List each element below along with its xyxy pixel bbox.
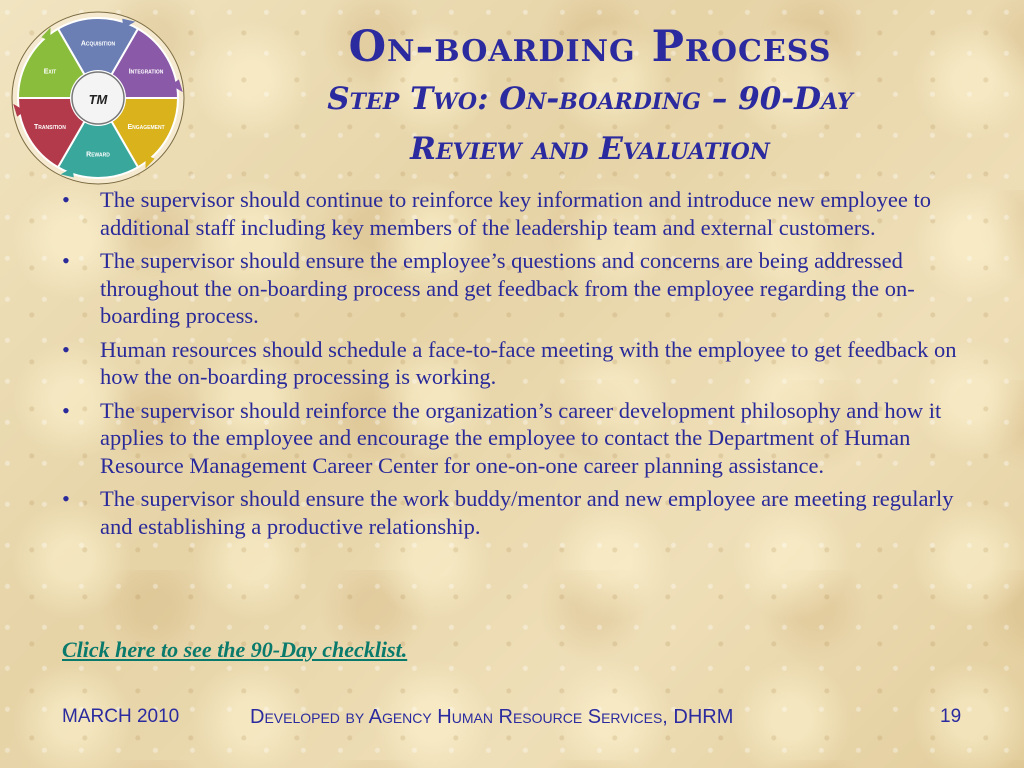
wheel-label-integration: Integration: [128, 68, 164, 76]
wheel-label-exit: Exit: [43, 68, 57, 76]
footer-date: MARCH 2010: [62, 706, 180, 727]
bullet-text: The supervisor should ensure the employee’s questions and concerns are being addressed throughout the on-boarding process and get feedback from the employee regarding the on-boarding process.: [100, 248, 915, 328]
wheel-center-label: TM: [88, 92, 108, 107]
bullet-text: The supervisor should ensure the work buddy/mentor and new employee are meeting regularly and establishing a productive relationship.: [100, 486, 954, 539]
bullet-icon: •: [62, 486, 70, 511]
wheel-label-acquisition: Acquisition: [80, 40, 116, 48]
bullet-item: [62, 485, 962, 540]
bullet-item: [62, 336, 962, 391]
subtitle-line-1: Step Two: On-boarding – 90-Day: [327, 81, 853, 117]
bullet-icon: •: [62, 248, 70, 273]
title-block: [200, 24, 980, 174]
bullet-text: Human resources should schedule a face-to-face meeting with the employee to get feedback on how the on-boarding processing is working.: [100, 336, 957, 389]
talent-management-wheel: [8, 8, 188, 188]
bullet-icon: •: [62, 336, 70, 362]
page-subtitle: [200, 74, 980, 174]
bullet-list: [62, 186, 962, 546]
bullet-icon: •: [62, 187, 70, 212]
wheel-label-engagement: Engagement: [127, 123, 165, 131]
bullet-item: [62, 397, 962, 480]
footer-credit: Developed by Agency Human Resource Services, DHRM: [250, 706, 734, 728]
page-number: 19: [940, 706, 962, 727]
subtitle-line-2: Review and Evaluation: [410, 131, 770, 167]
bullet-text: The supervisor should reinforce the organization’s career development philosophy and how it applies to the employee and encourage the employee to contact the Department of Human Resource Management Career Center for one-on-one career planning assistance.: [100, 397, 942, 478]
bullet-text: The supervisor should continue to reinforce key information and introduce new employee to additional staff including key members of the leadership team and external customers.: [100, 187, 932, 240]
wheel-label-transition: Transition: [34, 123, 66, 131]
bullet-item: [62, 247, 962, 330]
bullet-icon: •: [62, 397, 70, 423]
wheel-label-reward: Reward: [86, 151, 110, 159]
bullet-item: [62, 186, 962, 241]
page-title: On-boarding Process: [348, 22, 832, 72]
checklist-link[interactable]: Click here to see the 90-Day checklist.: [62, 637, 408, 662]
